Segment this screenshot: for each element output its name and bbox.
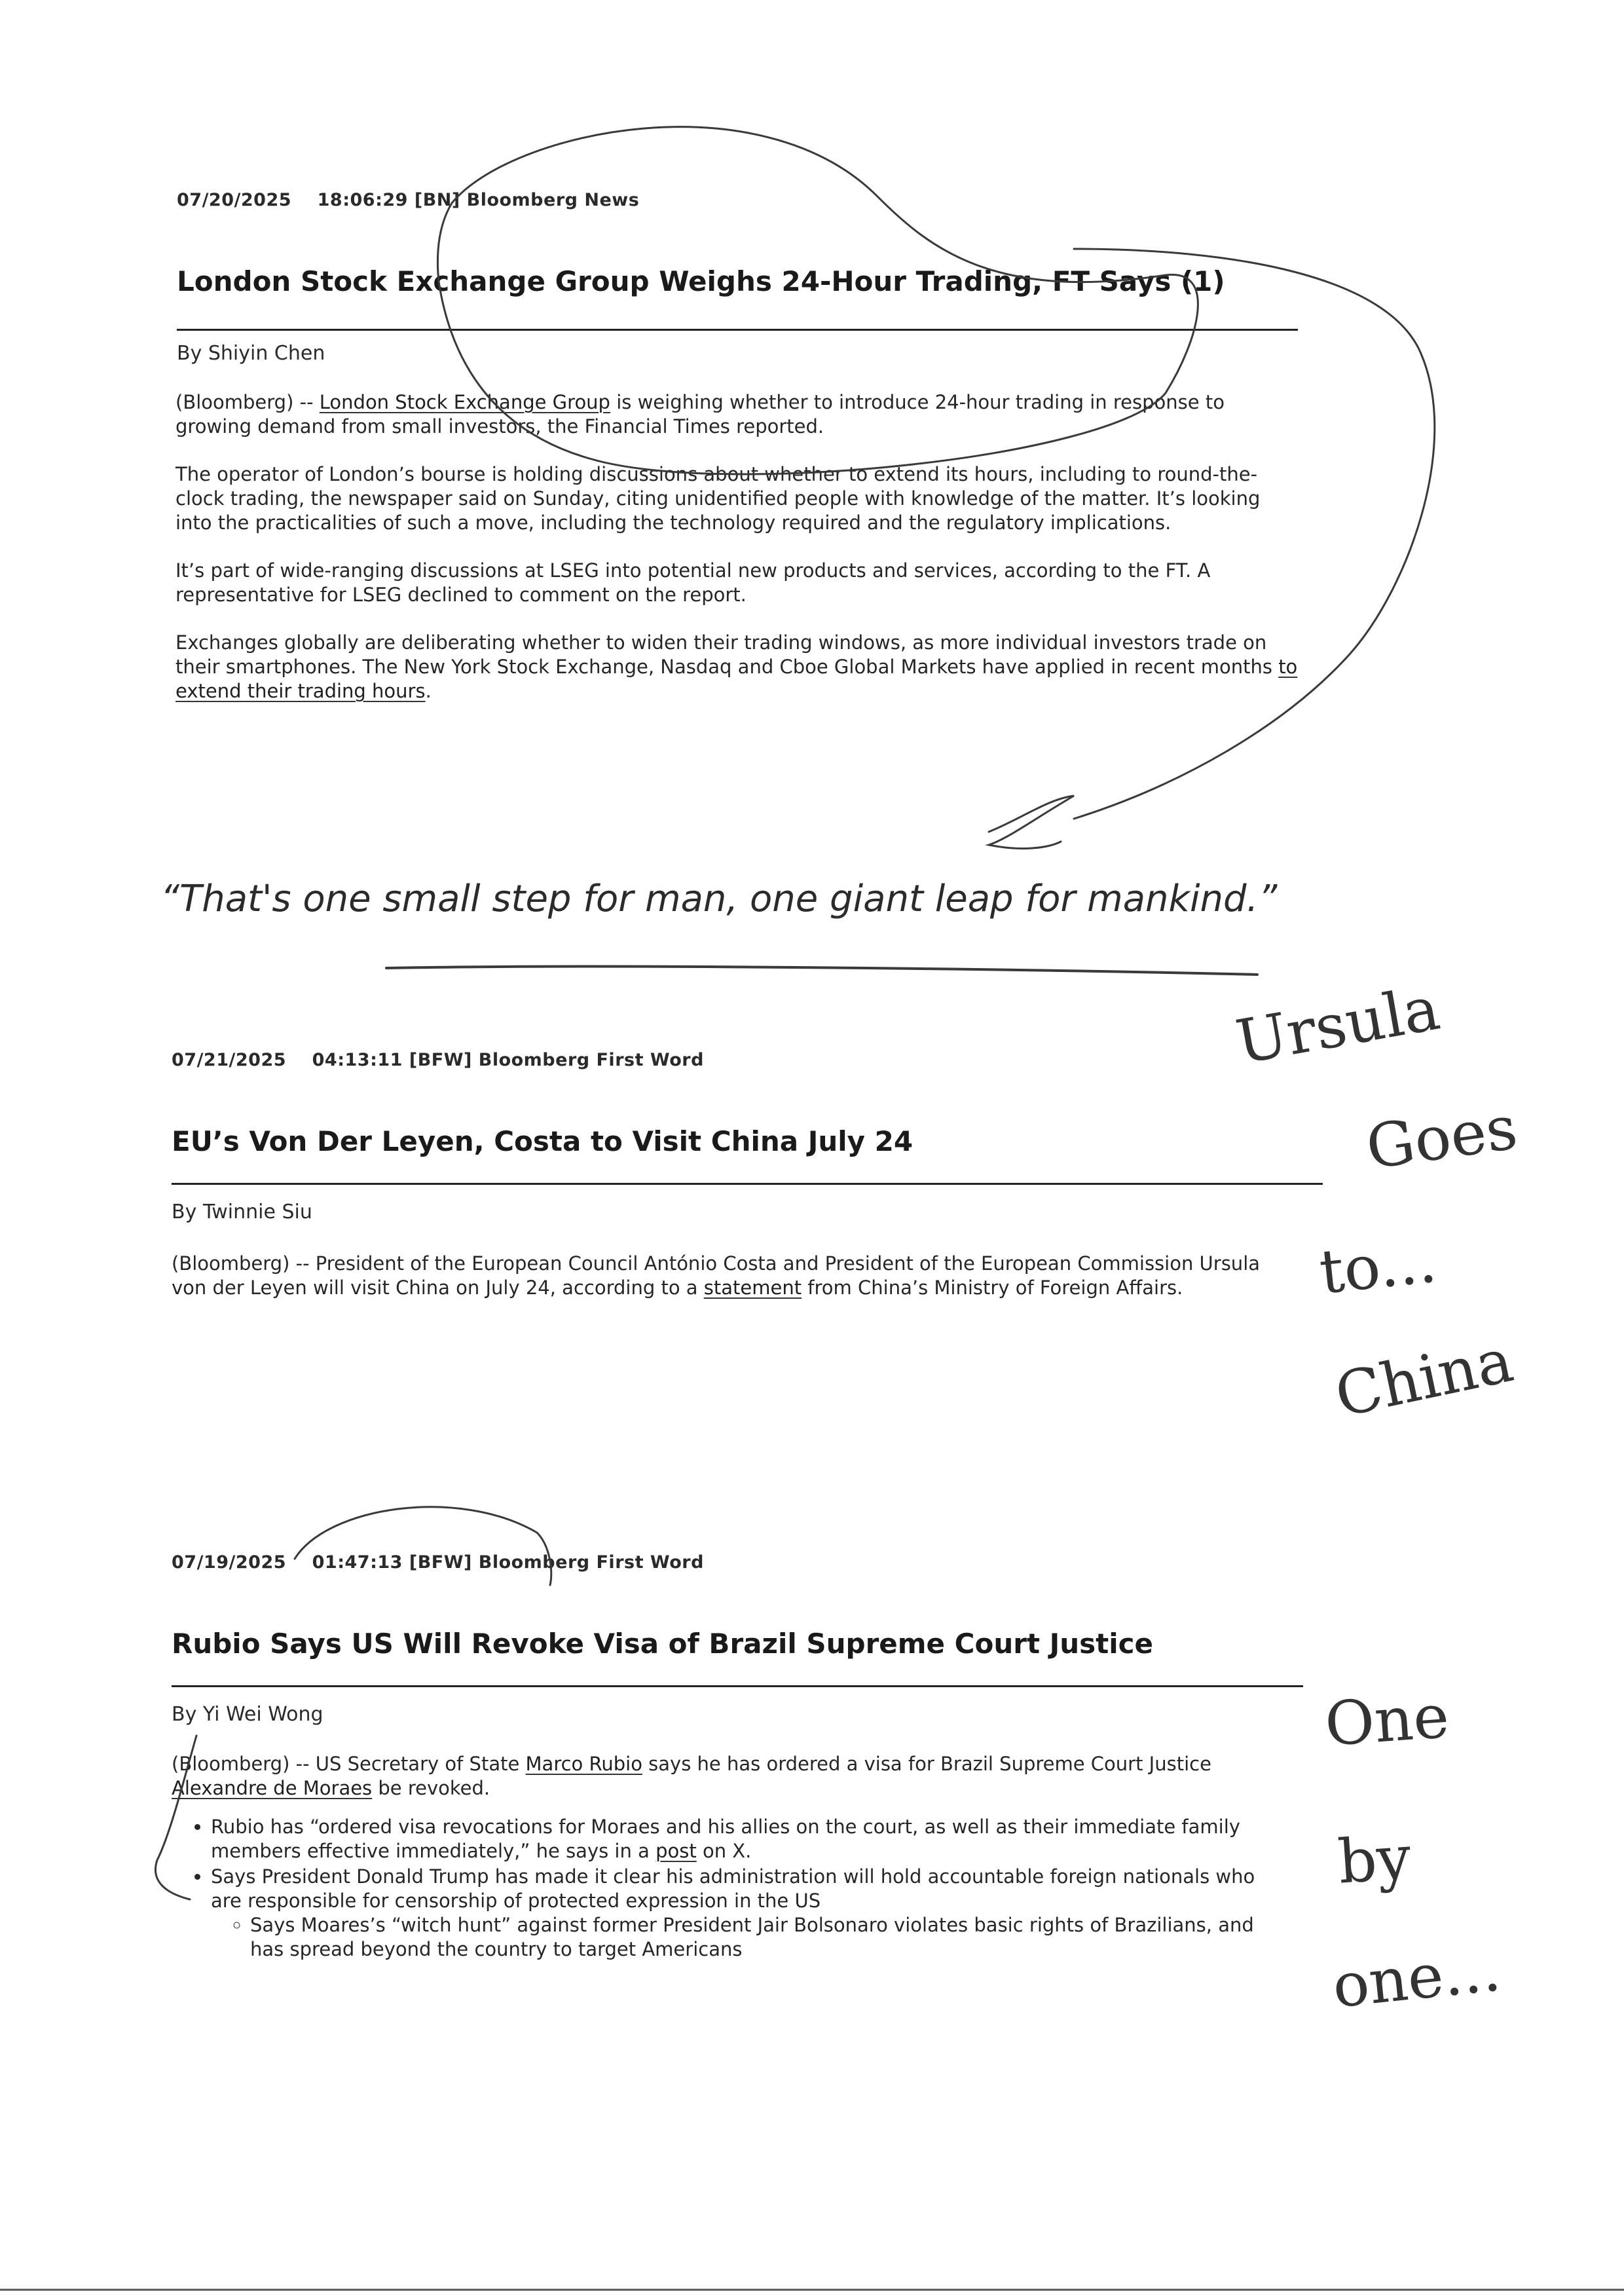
link-london-stock-exchange-group[interactable]: London Stock Exchange Group <box>319 391 610 413</box>
article-2-dateline <box>172 1050 704 1070</box>
handwritten-quote: “That's one small step for man, one giant leap for mankind.” <box>160 878 1278 920</box>
list-item: • Rubio has “ordered visa revocations for Moraes and his allies on the court, as well as their immediate family members effective immediately,” he says in a post on X. <box>211 1815 1291 1863</box>
article-1-rule <box>177 329 1298 331</box>
handwritten-note-onebyone-line-2: by <box>1336 1822 1414 1897</box>
link-marco-rubio[interactable]: Marco Rubio <box>525 1753 642 1775</box>
article-source: [BN] Bloomberg News <box>414 190 640 210</box>
article-time: 18:06:29 <box>317 190 408 210</box>
article-1-paragraph-3: It’s part of wide-ranging discussions at LSEG into potential new products and services, according to the FT. A representative for LSEG declined to comment on the report. <box>175 559 1211 606</box>
article-date: 07/20/2025 <box>177 190 292 210</box>
article-2-headline: EU’s Von Der Leyen, Costa to Visit China July 24 <box>172 1125 913 1157</box>
article-3-body <box>172 1752 1291 1963</box>
article-date: 07/21/2025 <box>172 1050 287 1070</box>
handwritten-note-onebyone-line-3: one... <box>1329 1934 1504 2022</box>
article-source: [BFW] Bloomberg First Word <box>409 1050 704 1070</box>
article-2-body <box>172 1252 1285 1324</box>
pen-underline-quote <box>386 967 1257 975</box>
article-1-body <box>175 390 1299 727</box>
article-1-paragraph-4: Exchanges globally are deliberating whether to widen their trading windows, as more individual investors trade on their smartphones. The New York Stock Exchange, Nasdaq and Cboe Global Markets have applied in recent months to extend their trading hours. <box>175 631 1298 702</box>
handwritten-note-onebyone-line-1: One <box>1323 1681 1452 1760</box>
article-time: 04:13:11 <box>312 1050 403 1070</box>
pen-arc-article-3 <box>295 1507 551 1585</box>
article-1-headline: London Stock Exchange Group Weighs 24-Hour Trading, FT Says (1) <box>177 265 1225 297</box>
article-source: [BFW] Bloomberg First Word <box>409 1552 704 1573</box>
handwritten-note-ursula-line-2: Goes <box>1362 1092 1522 1183</box>
article-2-byline: By Twinnie Siu <box>172 1201 312 1223</box>
article-1-dateline <box>177 190 639 210</box>
link-statement[interactable]: statement <box>703 1277 802 1299</box>
link-extend-trading-hours[interactable]: to extend their trading hours <box>175 656 1298 702</box>
list-item: ◦ Says Moares’s “witch hunt” against former President Jair Bolsonaro violates basic rights of Brazilians, and has spread beyond the country to target Americans <box>250 1913 1291 1962</box>
handwritten-note-ursula-line-4: China <box>1329 1325 1519 1431</box>
article-2-paragraph-1: (Bloomberg) -- President of the European Council António Costa and President of the European Commission Ursula von der Leyen will visit China on July 24, according to a statement from China’s Ministry of Foreign Affairs. <box>172 1252 1261 1299</box>
pen-checkmark <box>989 796 1074 848</box>
article-3-paragraph-1: (Bloomberg) -- US Secretary of State Marco Rubio says he has ordered a visa for Brazil Supreme Court Justice Alexandre de Moraes be revoked. <box>172 1753 1211 1799</box>
article-2-rule <box>172 1183 1323 1185</box>
article-3-headline: Rubio Says US Will Revoke Visa of Brazil Supreme Court Justice <box>172 1628 1154 1660</box>
article-1-paragraph-1: (Bloomberg) -- London Stock Exchange Group is weighing whether to introduce 24-hour trading in response to growing demand from small investors, the Financial Times reported. <box>175 391 1225 438</box>
article-time: 01:47:13 <box>312 1552 403 1573</box>
handwritten-note-ursula-line-1: Ursula <box>1231 973 1445 1078</box>
article-1-byline: By Shiyin Chen <box>177 342 325 365</box>
article-3-rule <box>172 1685 1303 1687</box>
link-post[interactable]: post <box>655 1840 697 1862</box>
article-3-sub-list <box>211 1913 1291 1962</box>
article-3-byline: By Yi Wei Wong <box>172 1703 323 1726</box>
link-alexandre-de-moraes[interactable]: Alexandre de Moraes <box>172 1777 373 1799</box>
article-3-dateline <box>172 1552 704 1573</box>
article-date: 07/19/2025 <box>172 1552 287 1573</box>
list-item: • Says President Donald Trump has made it clear his administration will hold accountable foreign nationals who are responsible for censorship of protected expression in the US ◦ Says Moares’s “witch hunt” against former President Jair Bolsonaro violates basic rights of Brazilians, and has spread beyond the country to target Americans <box>211 1865 1291 1962</box>
article-1-paragraph-2: The operator of London’s bourse is holding discussions about whether to extend its hours, including to round-the-clock trading, the newspaper said on Sunday, citing unidentified people with knowledge of the matter. It’s looking into the practicalities of such a move, including the technology required and the regulatory implications. <box>175 463 1261 534</box>
handwritten-note-ursula-line-3: to... <box>1316 1225 1440 1308</box>
article-3-bullet-list <box>172 1815 1291 1962</box>
